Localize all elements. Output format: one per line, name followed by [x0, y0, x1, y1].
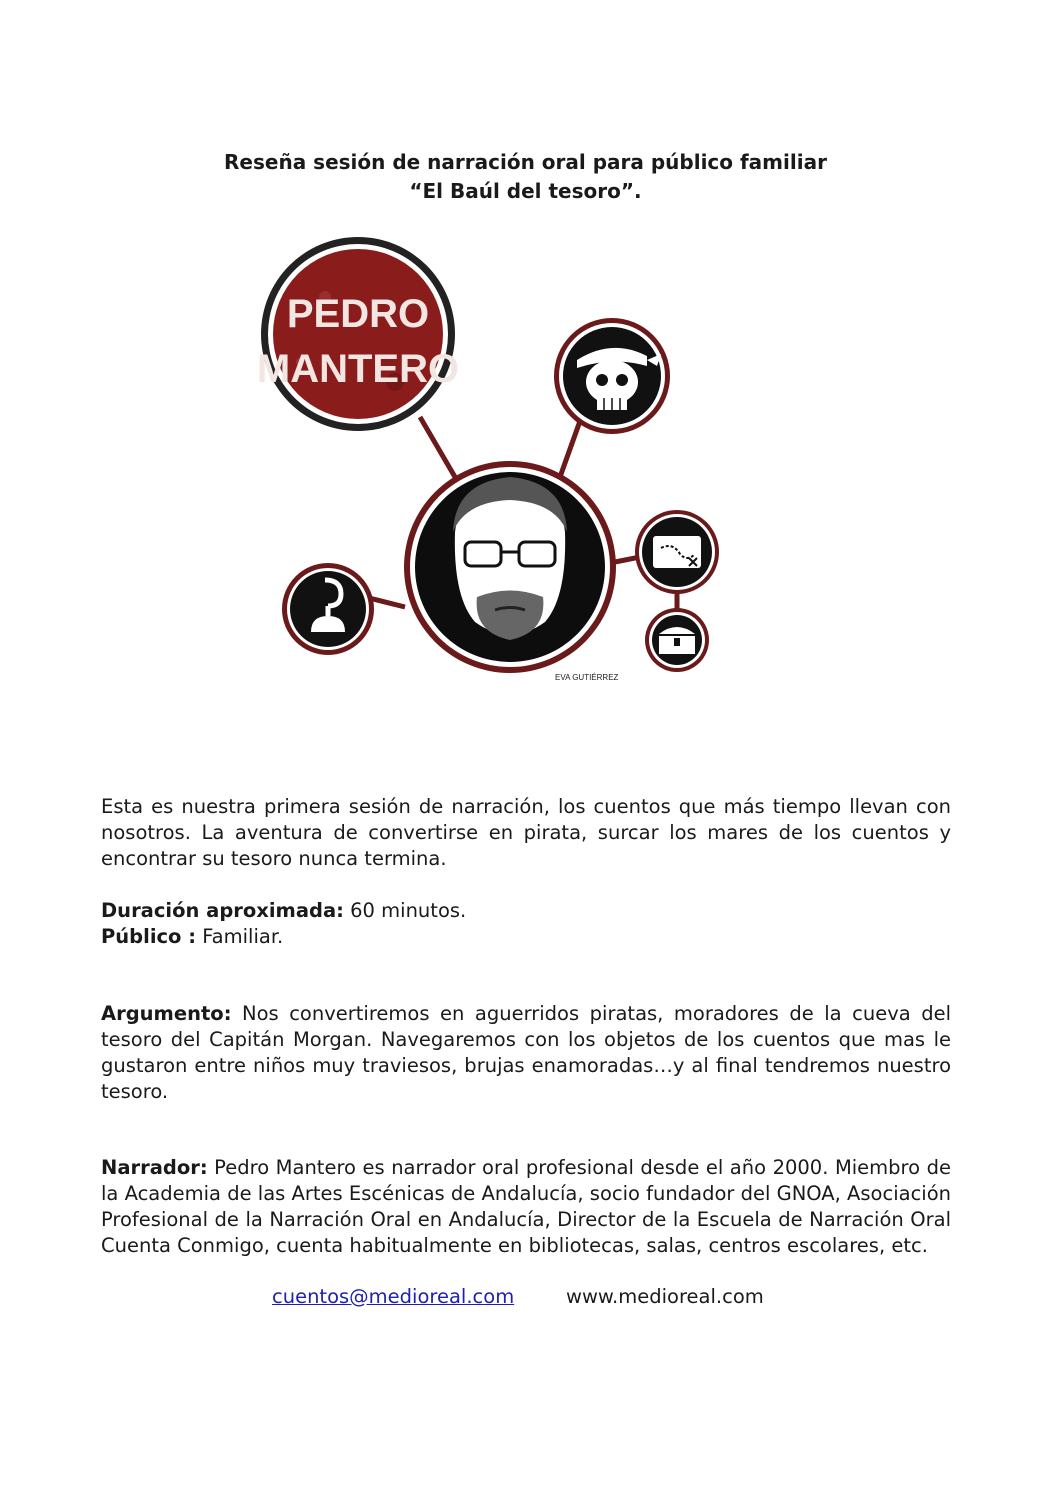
narrator-text: Pedro Mantero es narrador oral profesional desde el año 2000. Miembro de la Academia de las Artes Escénicas de Andalucía, socio fundador del GNOA, Asociación Profesional de la Narración Oral en Andalucía, Director de la Escuela de Narración Oral Cuenta Conmigo, cuenta habitualmente en bibliotecas, salas, centros escolares, etc.: [101, 1156, 951, 1257]
logo-text-line-2: MANTERO: [256, 347, 460, 391]
audience-value: Familiar.: [196, 925, 284, 948]
pedro-mantero-illustration: [255, 232, 725, 702]
details-block: [101, 898, 951, 950]
audience-label: Público :: [101, 925, 197, 948]
logo-text-line-1: PEDRO: [286, 292, 430, 336]
narrator-label: Narrador:: [101, 1156, 208, 1179]
skull-icon: [554, 318, 670, 434]
logo-badge: [257, 237, 459, 431]
intro-text: Esta es nuestra primera sesión de narración, los cuentos que más tiempo llevan con nosotros. La aventura de convertirse en pirata, surcar los mares de los cuentos y encontrar su tesoro nunca termina.: [101, 795, 951, 870]
duration-label: Duración aproximada:: [101, 899, 344, 922]
argument-paragraph: [101, 1001, 951, 1105]
title-line-1: Reseña sesión de narración oral para público familiar: [224, 150, 827, 174]
document-title: [0, 148, 1051, 206]
argument-label: Argumento:: [101, 1002, 232, 1025]
website-text: www.medioreal.com: [566, 1285, 764, 1308]
argument-text: Nos convertiremos en aguerridos piratas, moradores de la cueva del tesoro del Capitán Morgan. Navegaremos con los objetos de los cuentos que mas le gustaron entre niños muy traviesos, brujas enamoradas…y al final tendremos nuestro tesoro.: [101, 1002, 951, 1103]
narrator-paragraph: [101, 1155, 951, 1259]
title-line-2: “El Baúl del tesoro”.: [409, 179, 642, 203]
pirate-hook-icon: [282, 563, 374, 655]
treasure-map-icon: [635, 510, 719, 594]
illustrator-signature: EVA GUTIÉRREZ: [555, 673, 619, 682]
treasure-chest-icon: [645, 608, 709, 672]
duration-value: 60 minutos.: [343, 899, 467, 922]
email-link[interactable]: cuentos@medioreal.com: [272, 1285, 515, 1308]
portrait-avatar: [404, 461, 616, 673]
intro-paragraph: [101, 794, 951, 872]
